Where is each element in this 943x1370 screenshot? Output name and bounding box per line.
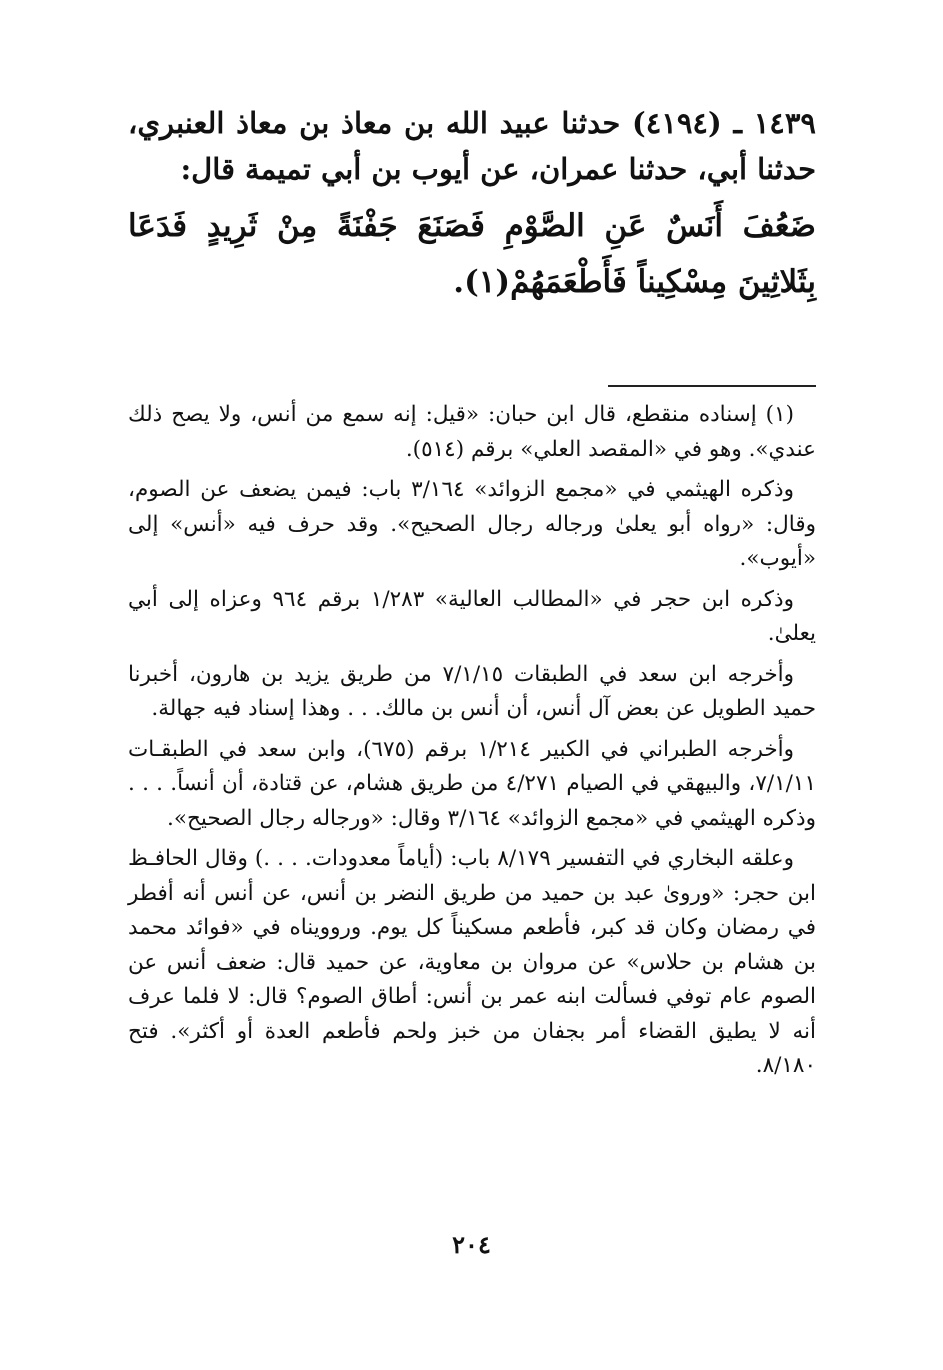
footnote-paragraph: وذكره ابن حجر في «المطالب العالية» ١/٢٨٣ برقم ٩٦٤ وعزاه إلى أبي يعلىٰ. <box>128 586 816 646</box>
footnote-paragraph: وأخرجه الطبراني في الكبير ١/٢١٤ برقم (٦٧٥)، وابن سعد في الطبقـات ٧/١/١١، والبيهقي في الصيام ٤/٢٧١ من طريق هشام، عن قتادة، أن أنساً. . . . وذكره الهيثمي في «مجمع الزوائد» ٣/١٦٤ وقال: «ورجاله رجال الصحيح». <box>128 736 816 831</box>
footnotes <box>128 398 816 1090</box>
footnote-paragraph: وذكره الهيثمي في «مجمع الزوائد» ٣/١٦٤ باب: فيمن يضعف عن الصوم، وقال: «رواه أبو يعلىٰ ورجاله رجال الصحيح». وقد حرف فيه «أنس» إلى «أيوب». <box>128 477 816 571</box>
footnote-paragraph: وعلقه البخاري في التفسير ٨/١٧٩ باب: (أياماً معدودات. . . .) وقال الحافـظ ابن حجر: «وروىٰ عبد بن حميد من طريق النضر بن أنس، عن أنس أنه أفطر في رمضان وكان قد كبر، فأطعم مسكيناً كل يوم. وروويناه في «فوائد محمد بن هشام بن حلاس» عن مروان بن معاوية، عن حميد قال: ضعف أنس عن الصوم عام توفي فسألت ابنه عمر بن أنس: أطاق الصوم؟ قال: لا فلما عرف أنه لا يطيق القضاء أمر بجفان من خبز ولحم فأطعم العدة أو أكثر». فتح ٨/١٨٠. <box>128 846 816 1078</box>
main-text <box>128 100 816 310</box>
hadith-heading: ١٤٣٩ ـ (٤١٩٤) حدثنا عبيد الله بن معاذ بن معاذ العنبري، حدثنا أبي، حدثنا عمران، عن أيوب بن أبي تميمة قال: <box>128 106 816 186</box>
page-number: ٢٠٤ <box>452 1230 491 1259</box>
footnote-divider <box>608 385 816 387</box>
footnote-paragraph: (١) إسناده منقطع، قال ابن حبان: «قيل: إنه سمع من أنس، ولا يصح ذلك عندي». وهو في «المقصد العلي» برقم (٥١٤). <box>128 402 816 462</box>
hadith-matn: ضَعُفَ أَنَسٌ عَنِ الصَّوْمِ فَصَنَعَ جَفْنَةً مِنْ ثَرِيدٍ فَدَعَا بِثَلاثِينَ مِسْكِيناً فَأَطْعَمَهُمْ(١). <box>128 208 816 300</box>
footnote-paragraph: وأخرجه ابن سعد في الطبقات ٧/١/١٥ من طريق يزيد بن هارون، أخبرنا حميد الطويل عن بعض آل أنس، أن أنس بن مالك. . . وهذا إسناد فيه جهالة. <box>128 661 816 721</box>
